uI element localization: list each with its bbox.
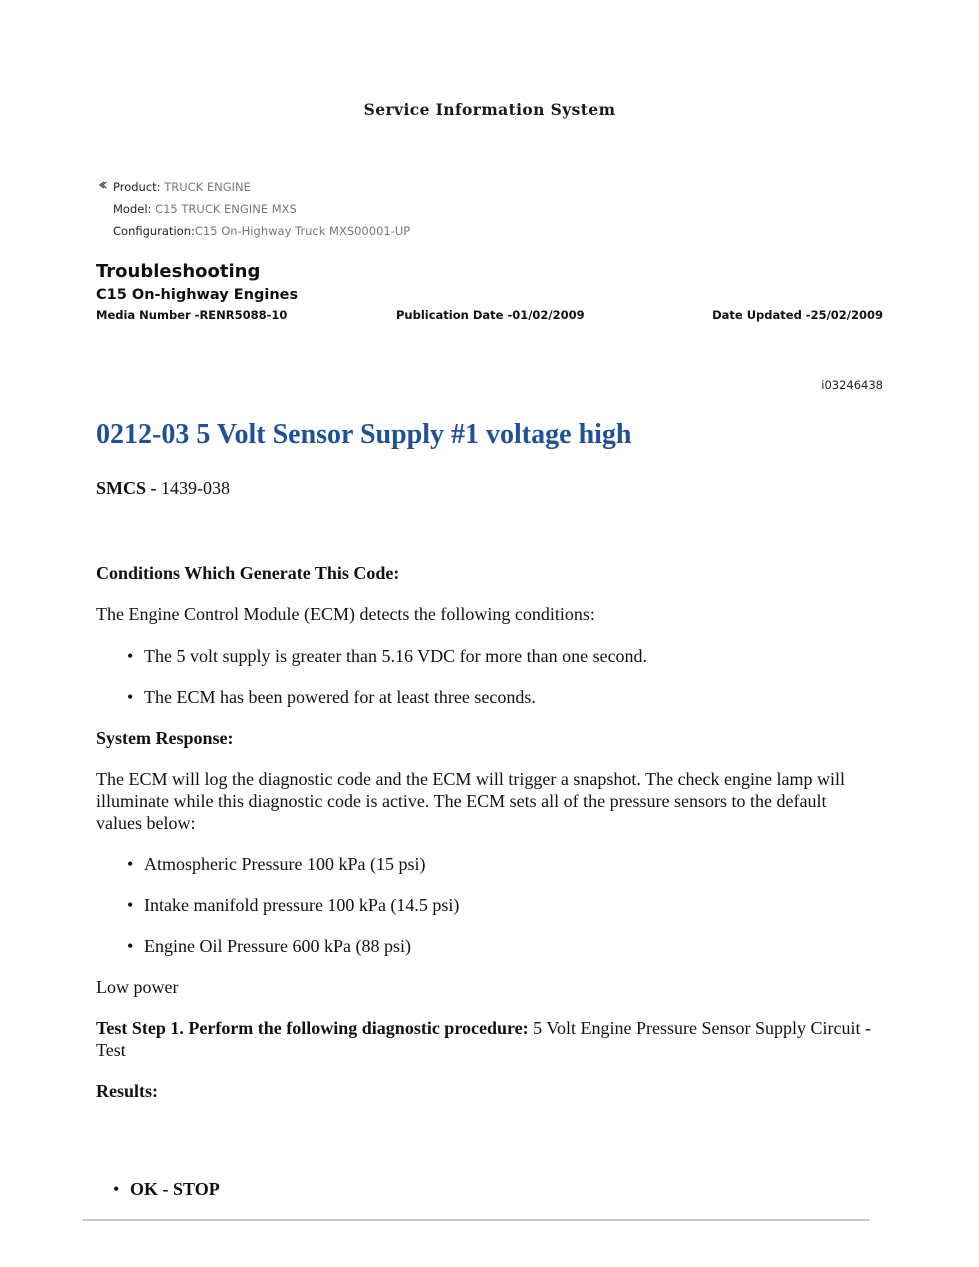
media-number: Media Number -RENR5088-10 (96, 308, 288, 322)
date-updated: Date Updated -25/02/2009 (712, 308, 883, 322)
list-item (96, 853, 876, 875)
back-arrow-icon[interactable] (97, 176, 107, 198)
configuration-row (96, 220, 410, 242)
bullet-icon: • (127, 687, 134, 707)
list-item (96, 894, 876, 916)
list-item-text: Intake manifold pressure 100 kPa (14.5 psi) (144, 895, 460, 915)
list-item (96, 935, 876, 957)
smcs-value: 1439-038 (161, 478, 231, 498)
document-id: i03246438 (821, 378, 883, 392)
divider (83, 1219, 869, 1221)
list-item (96, 1178, 876, 1200)
product-row[interactable] (96, 176, 410, 198)
product-label: Product: (113, 180, 161, 194)
low-power-text: Low power (96, 977, 179, 997)
results-heading: Results: (96, 1081, 158, 1101)
product-breadcrumb (96, 176, 410, 242)
document-subtitle: C15 On-highway Engines (96, 287, 299, 303)
list-item (96, 686, 876, 708)
list-item-text: Engine Oil Pressure 600 kPa (88 psi) (144, 936, 411, 956)
list-item-text: The ECM has been powered for at least three seconds. (144, 687, 536, 707)
result-ok-text: OK - STOP (130, 1179, 220, 1199)
article-title: 0212-03 5 Volt Sensor Supply #1 voltage high (96, 419, 632, 450)
test-step-link[interactable]: 5 Volt Engine Pressure Sensor Supply Circuit - Test (96, 1018, 871, 1060)
test-step-label: Test Step 1. Perform the following diagnostic procedure: (96, 1018, 529, 1038)
article-body (96, 418, 876, 1200)
conditions-heading: Conditions Which Generate This Code: (96, 563, 400, 583)
publication-info (96, 308, 883, 326)
model-row (96, 198, 410, 220)
smcs-code (96, 477, 876, 499)
bullet-icon: • (127, 895, 134, 915)
test-step (96, 1017, 876, 1061)
product-value: TRUCK ENGINE (164, 180, 251, 194)
bullet-icon: • (127, 936, 134, 956)
list-item-text: The 5 volt supply is greater than 5.16 VDC for more than one second. (144, 646, 648, 666)
conditions-intro: The Engine Control Module (ECM) detects the following conditions: (96, 604, 595, 624)
bullet-icon: • (127, 646, 134, 666)
configuration-label: Configuration: (113, 224, 195, 238)
publication-date: Publication Date -01/02/2009 (396, 308, 585, 322)
system-title: Service Information System (363, 100, 616, 119)
model-label: Model: (113, 202, 152, 216)
smcs-label: SMCS - (96, 478, 157, 498)
list-item-text: Atmospheric Pressure 100 kPa (15 psi) (144, 854, 426, 874)
response-text: The ECM will log the diagnostic code and the ECM will trigger a snapshot. The check engine lamp will illuminate while this diagnostic code is active. The ECM sets all of the pressure sensors to the default values below: (96, 769, 846, 833)
configuration-value: C15 On-Highway Truck MXS00001-UP (194, 224, 411, 238)
document-title: Troubleshooting (96, 261, 261, 282)
model-value: C15 TRUCK ENGINE MXS (155, 202, 297, 216)
response-heading: System Response: (96, 728, 234, 748)
bullet-icon: • (127, 854, 134, 874)
document-header (96, 261, 883, 326)
list-item (96, 645, 876, 667)
bullet-icon: • (113, 1179, 120, 1199)
